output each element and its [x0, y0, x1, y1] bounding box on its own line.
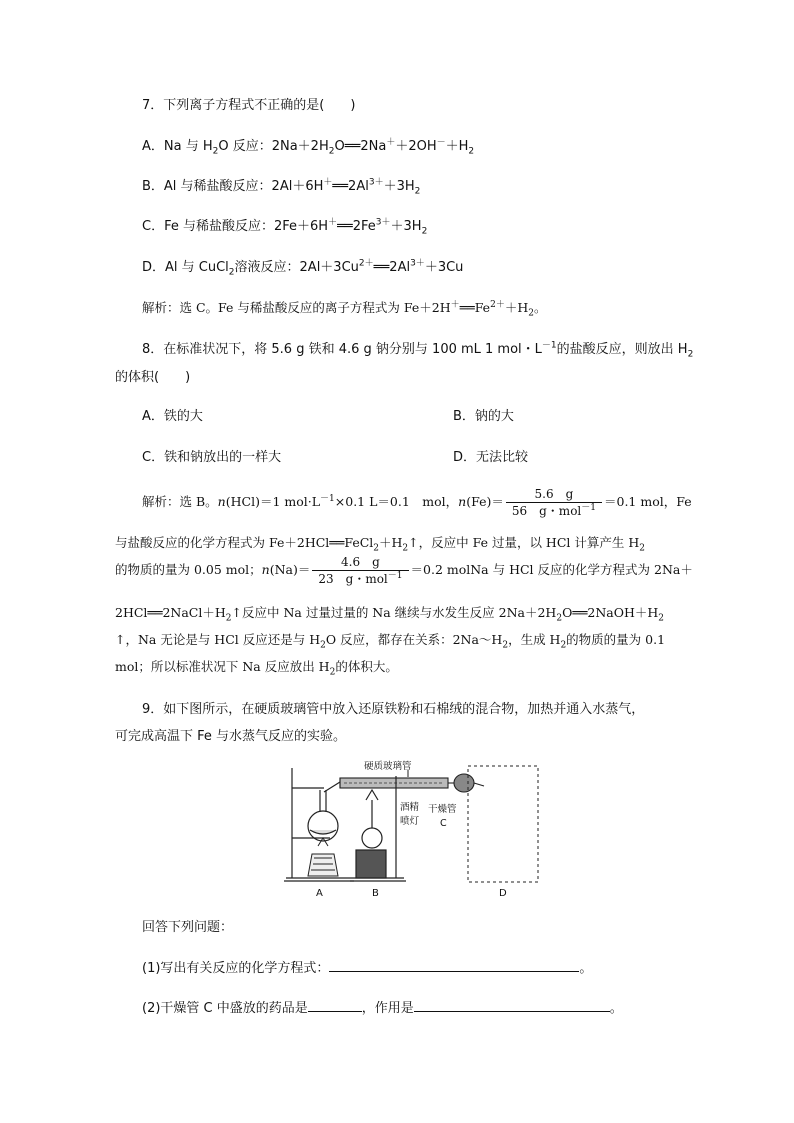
hard-glass-tube: [340, 778, 448, 788]
flask-a: [308, 782, 340, 841]
q8-solution-line5: ↑，Na 无论是与 HCl 反应还是与 $H_2O$ 反应，都存在关系：$2Na\sim H_2$，生成 $H_2$的物质的量为 0.1: [115, 632, 666, 651]
stand-b: [350, 776, 406, 881]
label-tube: 硬质玻璃管: [364, 761, 412, 772]
q8-solution-line3: 的物质的量为 0.05 mol；n(Na)＝ $\frac{4.6 g}{23 g・mol^{-1}}$ ＝0.2 molNa 与 HCl 反应的化学方程式为 2Na＋: [115, 555, 693, 586]
q7-stem: 7．下列离子方程式不正确的是( ): [142, 98, 356, 113]
q8-stem-line2: 的体积( ): [115, 370, 191, 385]
q8-solution-line6: mol；所以标准状况下 Na 反应放出 $H_2$的体积大。: [115, 659, 398, 678]
q7-solution: 解析：选 C。Fe 与稀盐酸反应的离子方程式为 $Fe+2H^+══Fe^{2+}+H_2$。: [142, 299, 547, 319]
q9-stem-line1: 9．如下图所示，在硬质玻璃管中放入还原铁粉和石棉绒的混合物，加热并通入水蒸气，: [142, 702, 645, 717]
drying-tube-c: [448, 774, 484, 792]
q8-stem-line1: 8．在标准状况下，将 5.6 g 铁和 4.6 g 钠分别与 100 mL 1 mol・$L^{-1}$的盐酸反应，则放出 $H_2$: [142, 340, 694, 360]
q9-stem-line2: 可完成高温下 Fe 与水蒸气反应的实验。: [115, 729, 347, 744]
label-b: B: [372, 888, 379, 899]
label-a: A: [316, 888, 323, 899]
q7-option-b: B．Al 与稀盐酸反应：$2Al+6H^+══2Al^{3+}+3H_2$: [142, 177, 421, 197]
burner-a: [308, 838, 338, 876]
label-dry-1: 干燥管: [428, 804, 457, 815]
q8-option-a: A．铁的大: [142, 409, 203, 424]
label-d: D: [499, 888, 507, 899]
q9-prompt: 回答下列问题：: [142, 920, 234, 935]
fraction-fe: $\frac{5.6 g}{56 g・mol^{-1}}$: [506, 486, 602, 519]
q8-option-d: D．无法比较: [453, 450, 529, 465]
q8-solution-line2: 与盐酸反应的化学方程式为 $Fe+2HCl══FeCl_2+H_2↑$，反应中 Fe 过量，以 HCl 计算产生 $H_2$: [115, 535, 645, 554]
answer-blank-3[interactable]: [414, 997, 610, 1012]
label-dry-2: C: [440, 818, 447, 829]
q7-option-d: D．Al 与 CuCl$_2$溶液反应：$2Al+3Cu^{2+}══2Al^{3+}+3Cu$: [142, 258, 464, 278]
label-lamp-2: 喷灯: [400, 816, 420, 827]
q7-option-c: C．Fe 与稀盐酸反应：$2Fe+6H^+══2Fe^{3+}+3H_2$: [142, 217, 428, 237]
q8-option-b: B．钠的大: [453, 409, 514, 424]
q9-part1: (1)写出有关反应的化学方程式： 。: [142, 957, 592, 979]
answer-blank-2[interactable]: [308, 997, 362, 1012]
fraction-na: $\frac{4.6 g}{23 g・mol^{-1}}$: [312, 554, 408, 587]
dashed-box-d: [468, 766, 538, 882]
q7-option-a: A．Na 与 $H_2O$ 反应：$2Na+2H_2O══2Na^++2OH^-+H_2$: [142, 137, 475, 157]
apparatus-diagram: [280, 758, 540, 900]
label-lamp-1: 酒精: [400, 802, 420, 813]
q8-solution-line1: 解析：选 B。n(HCl)＝1 $mol\cdot L^{-1}\times 0.1$ L＝0.1 mol，n(Fe)＝ $\frac{5.6 g}{56 g・mol^{-1}}$ ＝0.1 mol，Fe: [142, 487, 692, 518]
q8-solution-line4: $2HCl══2NaCl+H_2↑$反应中 Na 过量过量的 Na 继续与水发生反应 $2Na+2H_2O══2NaOH+H_2$: [115, 605, 665, 624]
q8-option-c: C．铁和钠放出的一样大: [142, 450, 282, 465]
q9-part2: (2)干燥管 C 中盛放的药品是 ，作用是 。: [142, 997, 623, 1019]
answer-blank-1[interactable]: [329, 957, 579, 972]
